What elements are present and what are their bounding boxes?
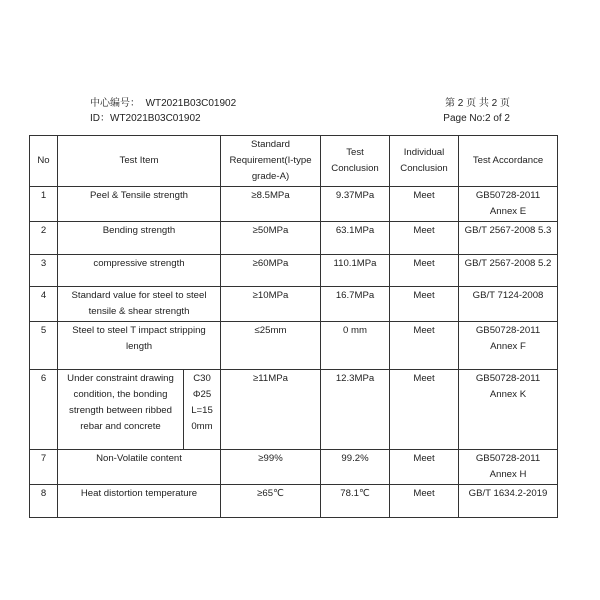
row-test-conclusion: 110.1MPa [321, 255, 390, 287]
test-results-table [29, 135, 558, 518]
row-standard: ≤25mm [221, 322, 321, 370]
header-row-en [90, 111, 510, 126]
row-individual-conclusion: Meet [390, 322, 459, 370]
row-test-conclusion: 16.7MPa [321, 287, 390, 322]
row-no: 3 [30, 255, 58, 287]
row-test-item: Non-Volatile content [58, 450, 221, 485]
row-test-item: Heat distortion temperature [58, 485, 221, 518]
row-test-item: compressive strength [58, 255, 221, 287]
row-individual-conclusion: Meet [390, 370, 459, 450]
row-no: 6 [30, 370, 58, 450]
row-test-accordance: GB50728-2011 Annex F [459, 322, 558, 370]
col-header-test-accordance: Test Accordance [459, 136, 558, 187]
row-test-conclusion: 78.1℃ [321, 485, 390, 518]
row-individual-conclusion: Meet [390, 485, 459, 518]
row-standard: ≥60MPa [221, 255, 321, 287]
row-test-conclusion: 12.3MPa [321, 370, 390, 450]
row-test-conclusion: 0 mm [321, 322, 390, 370]
report-id: ID：WT2021B03C01902 [90, 113, 201, 124]
row-test-accordance: GB/T 2567-2008 5.2 [459, 255, 558, 287]
row-test-item: Steel to steel T impact stripping length [58, 322, 221, 370]
col-header-individual-conclusion: Individual Conclusion [390, 136, 459, 187]
row-test-conclusion: 63.1MPa [321, 222, 390, 255]
row-individual-conclusion: Meet [390, 287, 459, 322]
col-header-test-item: Test Item [58, 136, 221, 187]
table-row [30, 255, 558, 287]
row-individual-conclusion: Meet [390, 450, 459, 485]
row-no: 8 [30, 485, 58, 518]
row-standard: ≥11MPa [221, 370, 321, 450]
row-test-conclusion: 9.37MPa [321, 187, 390, 222]
row-individual-conclusion: Meet [390, 187, 459, 222]
row-test-accordance: GB50728-2011 Annex K [459, 370, 558, 450]
row-standard: ≥99% [221, 450, 321, 485]
col-header-standard: Standard Requirement(I-type grade-A) [221, 136, 321, 187]
table-row [30, 322, 558, 370]
row-test-item: Bending strength [58, 222, 221, 255]
row-individual-conclusion: Meet [390, 255, 459, 287]
row-no: 1 [30, 187, 58, 222]
row-no: 5 [30, 322, 58, 370]
row-test-accordance: GB50728-2011 Annex E [459, 187, 558, 222]
row-standard: ≥50MPa [221, 222, 321, 255]
row-standard: ≥8.5MPa [221, 187, 321, 222]
row-test-conclusion: 99.2% [321, 450, 390, 485]
report-header [90, 96, 510, 126]
table-row [30, 370, 558, 450]
row-test-item: Under constraint drawing condition, the bonding strength between ribbed rebar and concrete [58, 370, 184, 450]
row-test-accordance: GB/T 1634.2-2019 [459, 485, 558, 518]
table-row [30, 485, 558, 518]
row-test-accordance: GB/T 2567-2008 5.3 [459, 222, 558, 255]
row-test-condition: C30 Φ25 L=15 0mm [184, 370, 221, 450]
table-row [30, 187, 558, 222]
col-header-no: No [30, 136, 58, 187]
table-row [30, 450, 558, 485]
row-test-accordance: GB/T 7124-2008 [459, 287, 558, 322]
row-test-item: Standard value for steel to steel tensile & shear strength [58, 287, 221, 322]
page-number-cn: 第 2 页 共 2 页 [444, 98, 510, 109]
row-no: 4 [30, 287, 58, 322]
header-row-cn [90, 96, 510, 111]
page-number-en: Page No:2 of 2 [443, 113, 510, 124]
row-standard: ≥10MPa [221, 287, 321, 322]
center-number: 中心编号： WT2021B03C01902 [90, 98, 237, 109]
col-header-test-conclusion: Test Conclusion [321, 136, 390, 187]
row-no: 7 [30, 450, 58, 485]
row-test-accordance: GB50728-2011 Annex H [459, 450, 558, 485]
row-test-item: Peel & Tensile strength [58, 187, 221, 222]
row-standard: ≥65℃ [221, 485, 321, 518]
header-row [30, 136, 558, 187]
row-individual-conclusion: Meet [390, 222, 459, 255]
table-row [30, 287, 558, 322]
row-no: 2 [30, 222, 58, 255]
table-row [30, 222, 558, 255]
